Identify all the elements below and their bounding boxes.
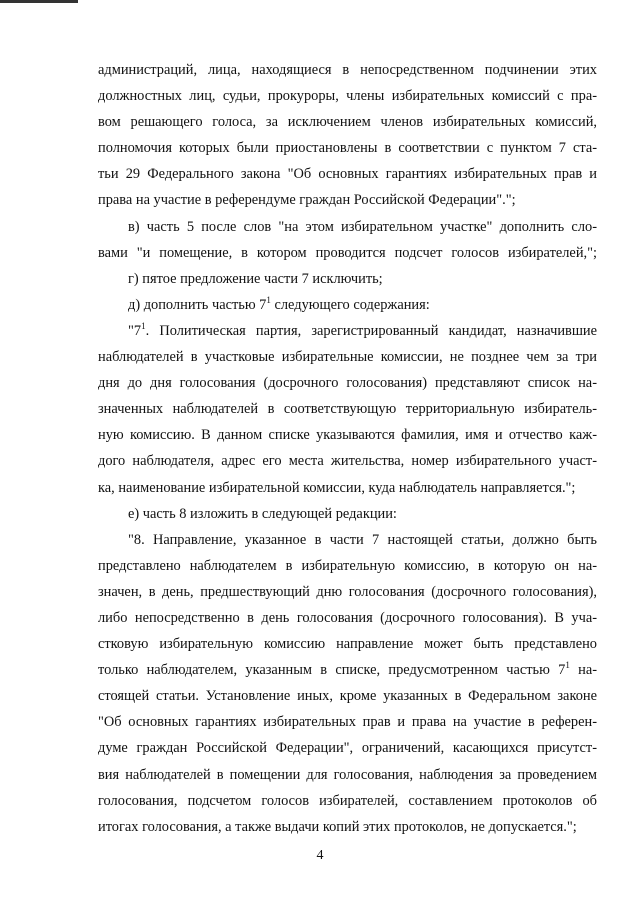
- text-line: г) пятое предложение части 7 исключить;: [128, 270, 383, 287]
- text-line: вами "и помещение, в котором проводится подсчет голосов избирателей,";: [98, 244, 597, 261]
- text-line: дого наблюдателя, адрес его места жительства, номер избирательного участ-: [98, 453, 597, 470]
- text-line: администраций, лица, находящиеся в непосредственном подчинении этих: [98, 62, 597, 78]
- text-line: итогах голосования, а также выдачи копий этих протоколов, не допускается.";: [98, 818, 577, 835]
- text-line: полномочия которых были приостановлены в соответствии с пунктом 7 ста-: [98, 140, 597, 157]
- page-number: 4: [316, 848, 324, 863]
- text-line: "8. Направление, указанное в части 7 настоящей статьи, должно быть: [128, 531, 597, 548]
- text-fragment: на-: [569, 662, 597, 679]
- text-line: [98, 292, 597, 318]
- text-line: либо непосредственно в день голосования (досрочного голосования). В уча-: [98, 609, 597, 626]
- text-fragment: "7: [128, 322, 142, 339]
- text-line: ка, наименование избирательной комиссии, куда наблюдатель направляется.";: [98, 479, 576, 496]
- text-line: значенных наблюдателей в соответствующую территориальную избиратель-: [98, 401, 597, 418]
- text-fragment: . Политическая партия, зарегистрированный кандидат, назначившие: [145, 322, 597, 339]
- text-line: должностных лиц, судьи, прокуроры, члены избирательных комиссий с пра-: [98, 88, 597, 105]
- text-line: е) часть 8 изложить в следующей редакции:: [128, 505, 397, 522]
- text-line: вия наблюдателей в помещении для голосования, наблюдения за проведением: [98, 766, 597, 783]
- superscript: 1: [141, 320, 146, 331]
- text-line: представлено наблюдателем в избирательную комиссию, в которую он на-: [98, 557, 597, 574]
- text-line: наблюдателей в участковые избирательные комиссии, не позднее чем за три: [98, 349, 597, 366]
- text-line: стоящей статьи. Установление иных, кроме указанных в Федеральном законе: [98, 688, 597, 705]
- text-line: стковую избирательную комиссию направление может быть представлено: [98, 636, 597, 653]
- text-fragment: д) дополнить частью 7: [128, 296, 267, 313]
- text-fragment: только наблюдателем, указанным в списке, предусмотренном частью 7: [98, 662, 566, 679]
- text-line: голосования, подсчетом голосов избирателей, составлением протоколов об: [98, 792, 597, 809]
- text-line: права на участие в референдуме граждан Российской Федерации".";: [98, 192, 516, 209]
- text-fragment: следующего содержания:: [270, 296, 430, 313]
- text-line: "Об основных гарантиях избирательных прав и права на участие в референ-: [98, 714, 597, 731]
- text-line: [98, 318, 597, 344]
- document-body: [98, 57, 597, 840]
- text-line: [98, 657, 597, 683]
- superscript: 1: [565, 660, 570, 671]
- text-line: тьи 29 Федерального закона "Об основных гарантиях избирательных прав и: [98, 166, 597, 183]
- text-line: думе граждан Российской Федерации", ограничений, касающихся присутст-: [98, 740, 597, 757]
- scan-edge-mark: [0, 0, 78, 3]
- text-line: вом решающего голоса, за исключением членов избирательных комиссий,: [98, 114, 597, 131]
- text-line: ную комиссию. В данном списке указываются фамилия, имя и отчество каж-: [98, 427, 597, 444]
- text-line: значен, в день, предшествующий дню голосования (досрочного голосования),: [98, 583, 597, 600]
- text-line: в) часть 5 после слов "на этом избирательном участке" дополнить сло-: [128, 218, 597, 235]
- superscript: 1: [266, 294, 271, 305]
- text-line: дня до дня голосования (досрочного голосования) представляют список на-: [98, 375, 597, 392]
